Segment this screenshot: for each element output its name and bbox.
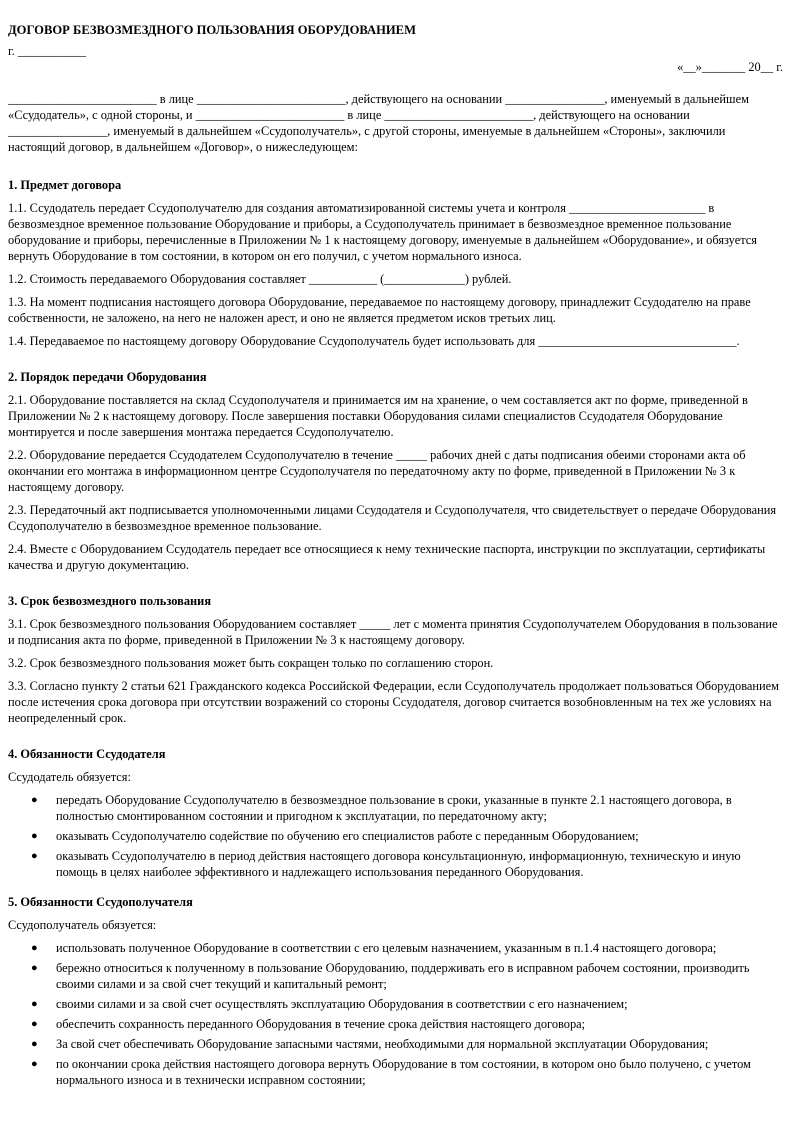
bullet-icon: ● bbox=[31, 1038, 38, 1050]
section-5-lead: Ссудополучатель обязуется: bbox=[8, 918, 157, 932]
clause-1-4: 1.4. Передаваемое по настоящему договору Оборудование Ссудополучатель будет использовать для ________________________________. bbox=[8, 334, 740, 348]
city-field: г. ___________ bbox=[8, 44, 87, 58]
section-4-lead: Ссудодатель обязуется: bbox=[8, 770, 131, 784]
section-4-title: 4. Обязанности Ссудодателя bbox=[8, 747, 166, 761]
bullet-icon: ● bbox=[31, 1058, 38, 1070]
bullet-icon: ● bbox=[31, 962, 38, 974]
clause-2-4: 2.4. Вместе с Оборудованием Ссудодатель передает все относящиеся к нему технические паспорта, инструкции по эксплуатации, сертификаты качества и другую документацию. bbox=[8, 542, 766, 572]
list-item: ● бережно относиться к полученному в пользование Оборудованию, поддерживать его в исправном рабочем состоянии, производить своими силами и за свой счет текущий и капитальный ремонт; bbox=[31, 961, 750, 991]
clause-2-1: 2.1. Оборудование поставляется на склад Ссудополучателя и принимается им на хранение, о чем составляется акт по форме, приведенной в Приложении № 2 к настоящему договору. После завершения поставки Оборудования силами специалистов Ссудодателя Оборудование монтируется и после завершения монтажа передается Ссудополучателю. bbox=[8, 393, 748, 439]
clause-1-3: 1.3. На момент подписания настоящего договора Оборудование, передаваемое по настоящему договору, принадлежит Ссудодателю на праве собственности, не заложено, на него не наложен арест, и оно не является предметом исков третьих лиц. bbox=[8, 295, 751, 325]
borrower-obligations-list bbox=[8, 940, 783, 1088]
intro-paragraph: ________________________ в лице ________________________, действующего на основании ________________, именуемый в дальнейшем «Ссудодатель», с одной стороны, и ________________________ в лице ________________________, действующего на основании ________________, именуемый в дальнейшем «Ссудополучатель», с другой стороны, именуемые в дальнейшем «Стороны», заключили настоящий договор, в дальнейшем «Договор», о нижеследующем: bbox=[8, 92, 749, 154]
clause-2-3: 2.3. Передаточный акт подписывается уполномоченными лицами Ссудодателя и Ссудополучателя, что свидетельствует о передаче Оборудования Ссудополучателю в безвозмездное временное пользование. bbox=[8, 503, 777, 533]
date-field: «__»_______ 20__ г. bbox=[677, 60, 783, 74]
bullet-icon: ● bbox=[31, 830, 38, 842]
section-1-title: 1. Предмет договора bbox=[8, 178, 122, 192]
list-item: ● обеспечить сохранность переданного Оборудования в течение срока действия настоящего договора; bbox=[31, 1017, 586, 1031]
bullet-icon: ● bbox=[31, 794, 38, 806]
contract-page bbox=[8, 22, 783, 1096]
clause-1-1: 1.1. Ссудодатель передает Ссудополучателю для создания автоматизированной системы учета и контроля ______________________ в безвозмездное временное пользование Оборудование и приборы, а Ссудополучатель принимает в безвозмездное временное пользование оборудование и приборы, перечисленные в Приложении № 1 к настоящему договору, именуемые в дальнейшем «Оборудование», и обязуется вернуть Оборудование в том состоянии, в котором он его получил, с учетом нормального износа. bbox=[8, 201, 757, 263]
clause-3-3: 3.3. Согласно пункту 2 статьи 621 Гражданского кодекса Российской Федерации, если Ссудополучатель продолжает пользоваться Оборудованием после истечения срока договора при отсутствии возражений со стороны Ссудодателя, договор считается возобновленным на тех же условиях на неопределенный срок. bbox=[8, 679, 780, 725]
list-item: ● по окончании срока действия настоящего договора вернуть Оборудование в том состоянии, в котором оно было получено, с учетом нормального износа и в технически исправном состоянии; bbox=[31, 1057, 751, 1087]
list-item: ● оказывать Ссудополучателю в период действия настоящего договора консультационную, информационную, техническую и иную помощь в целях наиболее эффективного и надлежащего использования переданного Оборудования. bbox=[31, 849, 741, 879]
clause-2-2: 2.2. Оборудование передается Ссудодателем Ссудополучателю в течение _____ рабочих дней с даты подписания обеими сторонами акта об окончании его монтажа в информационном центре Ссудополучателя по передаточному акту по форме, приведенной в Приложении № 3 к настоящему договору. bbox=[8, 448, 746, 494]
bullet-icon: ● bbox=[31, 850, 38, 862]
clause-3-2: 3.2. Срок безвозмездного пользования может быть сокращен только по соглашению сторон. bbox=[8, 656, 494, 670]
list-item: ● За свой счет обеспечивать Оборудование запасными частями, необходимыми для нормальной эксплуатации Оборудования; bbox=[31, 1037, 709, 1051]
list-item: ● своими силами и за свой счет осуществлять эксплуатацию Оборудования в соответствии с его назначением; bbox=[31, 997, 628, 1011]
section-5-title: 5. Обязанности Ссудополучателя bbox=[8, 895, 193, 909]
section-2-title: 2. Порядок передачи Оборудования bbox=[8, 370, 207, 384]
list-item: ● оказывать Ссудополучателю содействие по обучению его специалистов работе с переданным Оборудованием; bbox=[31, 829, 639, 843]
list-item: ● использовать полученное Оборудование в соответствии с его целевым назначением, указанным в п.1.4 настоящего договора; bbox=[31, 941, 717, 955]
bullet-icon: ● bbox=[31, 998, 38, 1010]
clause-1-2: 1.2. Стоимость передаваемого Оборудования составляет ___________ (_____________) рублей. bbox=[8, 272, 512, 286]
document-title: ДОГОВОР БЕЗВОЗМЕЗДНОГО ПОЛЬЗОВАНИЯ ОБОРУДОВАНИЕМ bbox=[8, 23, 416, 37]
bullet-icon: ● bbox=[31, 1018, 38, 1030]
list-item: ● передать Оборудование Ссудополучателю в безвозмездное пользование в сроки, указанные в пункте 2.1 настоящего договора, в полностью смонтированном состоянии и пригодном к эксплуатации, по передаточному акту; bbox=[31, 793, 732, 823]
clause-3-1: 3.1. Срок безвозмездного пользования Оборудованием составляет _____ лет с момента принятия Ссудополучателем Оборудования в пользование и подписания акта по форме, приведенной в Приложении № 3 к настоящему договору. bbox=[8, 617, 778, 647]
bullet-icon: ● bbox=[31, 942, 38, 954]
section-3-title: 3. Срок безвозмездного пользования bbox=[8, 594, 212, 608]
lender-obligations-list bbox=[8, 792, 783, 880]
